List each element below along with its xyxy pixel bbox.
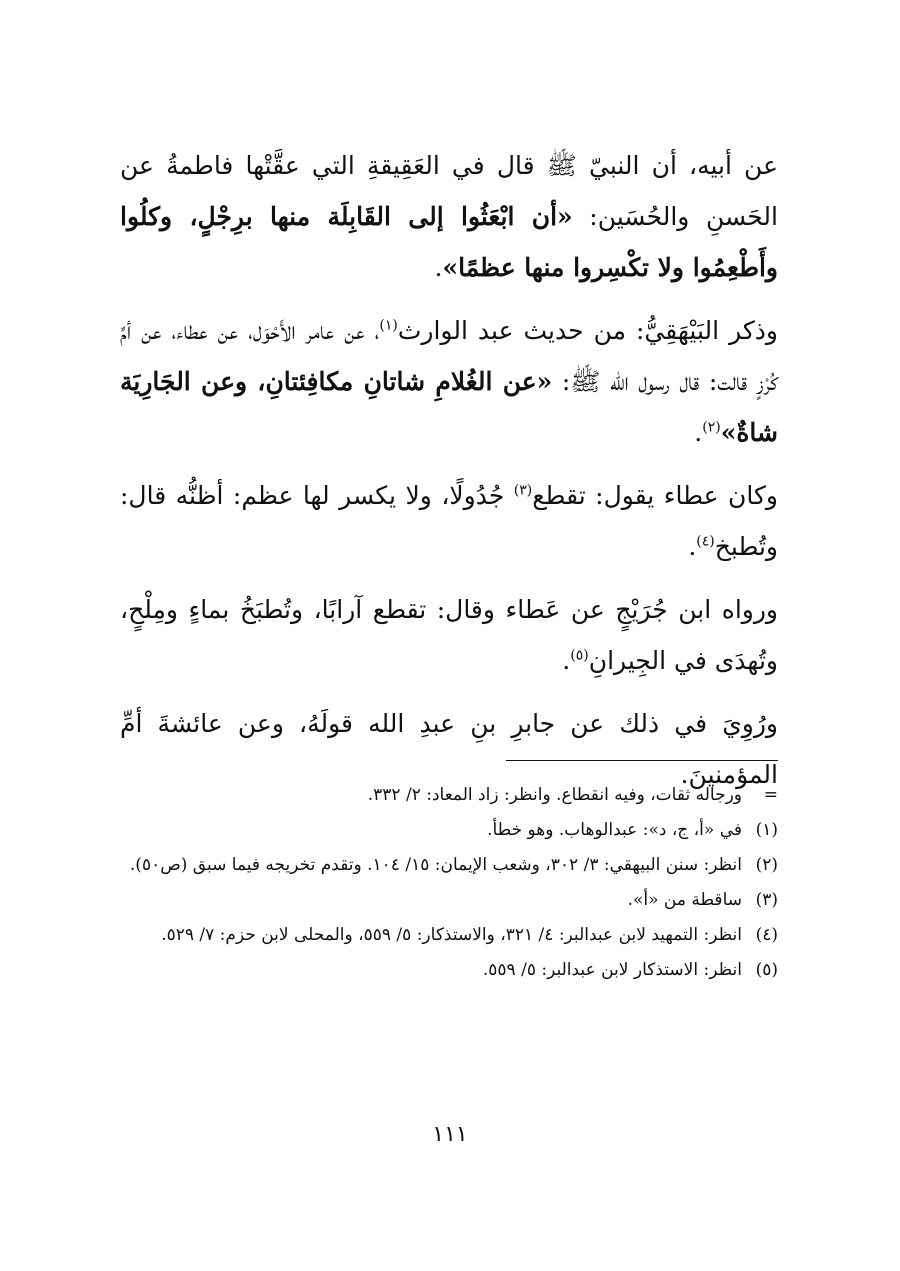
footnote-ref[interactable]: (٣) (513, 482, 533, 499)
footnote-ref[interactable]: (٢) (702, 419, 721, 436)
punctuation: . (694, 418, 703, 447)
footnote-number: (٢) (755, 855, 778, 875)
paragraph-text: ورُوِيَ في ذلك عن جابرِ بنِ عبدِ الله قولَهُ، وعن عائشةَ أمِّ المؤمنينَ. (120, 709, 778, 789)
paragraph-4 (120, 584, 778, 686)
footnote-number: (٣) (755, 890, 778, 910)
paragraph-1 (120, 140, 778, 293)
punctuation: . (688, 532, 697, 561)
footnote-5 (120, 953, 778, 988)
footnote-text: انظر: سنن البيهقي: ٣/ ٣٠٢، وشعب الإيمان: ١٥/ ١٠٤. وتقدم تخريجه فيما سبق (ص٥٠). (129, 855, 742, 875)
footnote-2 (120, 848, 778, 883)
footnote-text: انظر: التمهيد لابن عبدالبر: ٤/ ٣٢١، والاستذكار: ٥/ ٥٥٩، والمحلى لابن حزم: ٧/ ٥٢٩. (161, 925, 742, 945)
paragraph-text: ورواه ابن جُرَيْجٍ عن عَطاء وقال: تقطع آرابًا، وتُطبَخُ بماءٍ ومِلْحٍ، وتُهدَى في الجِيرانِ (120, 595, 778, 675)
paragraph-text: وكان عطاء يقول: تقطع (532, 481, 778, 510)
footnote-4 (120, 918, 778, 953)
footnote-text: في «أ، ج، د»: عبدالوهاب. وهو خطأ. (487, 820, 742, 840)
paragraph-text: وذكر البَيْهَقِيُّ: من حديث عبد الوارث (397, 316, 778, 345)
paragraph-2 (120, 305, 778, 458)
footnote-continuation (120, 778, 778, 813)
paragraph-3 (120, 470, 778, 572)
paragraph-text: عن أبيه، أن النبيّ ﷺ قال في العَقِيقةِ التي عقَّتْها فاطمةُ عن الحَسنِ والحُسَين: (120, 151, 778, 231)
footnote-text: انظر: الاستذكار لابن عبدالبر: ٥/ ٥٥٩. (482, 960, 742, 980)
footnote-3 (120, 883, 778, 918)
footnote-number: = (763, 785, 778, 805)
hadith-quote: «عن الغُلامِ شاتانِ مكافِئتانِ، وعن الجَارِيَة شاةٌ» (120, 367, 778, 447)
footnote-1 (120, 813, 778, 848)
footnote-ref[interactable]: (٤) (696, 533, 715, 550)
punctuation: . (562, 646, 571, 675)
paragraph-text: ، عن عامر الأَحْوَل، عن عطاء، عن أمِّ كُرْزٍ قالت: قال رسول الله ﷺ: (120, 316, 779, 396)
footnote-separator (506, 760, 778, 761)
footnote-number: (٤) (755, 925, 778, 945)
footnote-text: ساقطة من «أ». (627, 890, 742, 910)
footnote-number: (١) (755, 820, 778, 840)
punctuation: . (434, 253, 443, 282)
footnote-text: ورجاله ثقات، وفيه انقطاع. وانظر: زاد المعاد: ٢/ ٣٣٢. (367, 785, 742, 805)
footnotes (120, 778, 778, 988)
main-text (120, 140, 778, 812)
footnote-ref[interactable]: (١) (379, 317, 398, 334)
footnote-ref[interactable]: (٥) (570, 647, 589, 664)
hadith-quote: «أن ابْعَثُوا إلى القَابِلَة منها برِجْلٍ، وكلُوا وأَطْعِمُوا ولا تكْسِروا منها عظمًا» (120, 202, 778, 282)
paragraph-text: جُدُولًا، ولا يكسر لها عظم: أظنُّه قال: وتُطبخ (120, 481, 778, 561)
footnote-number: (٥) (755, 960, 778, 980)
page-number: ١١١ (432, 1122, 468, 1147)
